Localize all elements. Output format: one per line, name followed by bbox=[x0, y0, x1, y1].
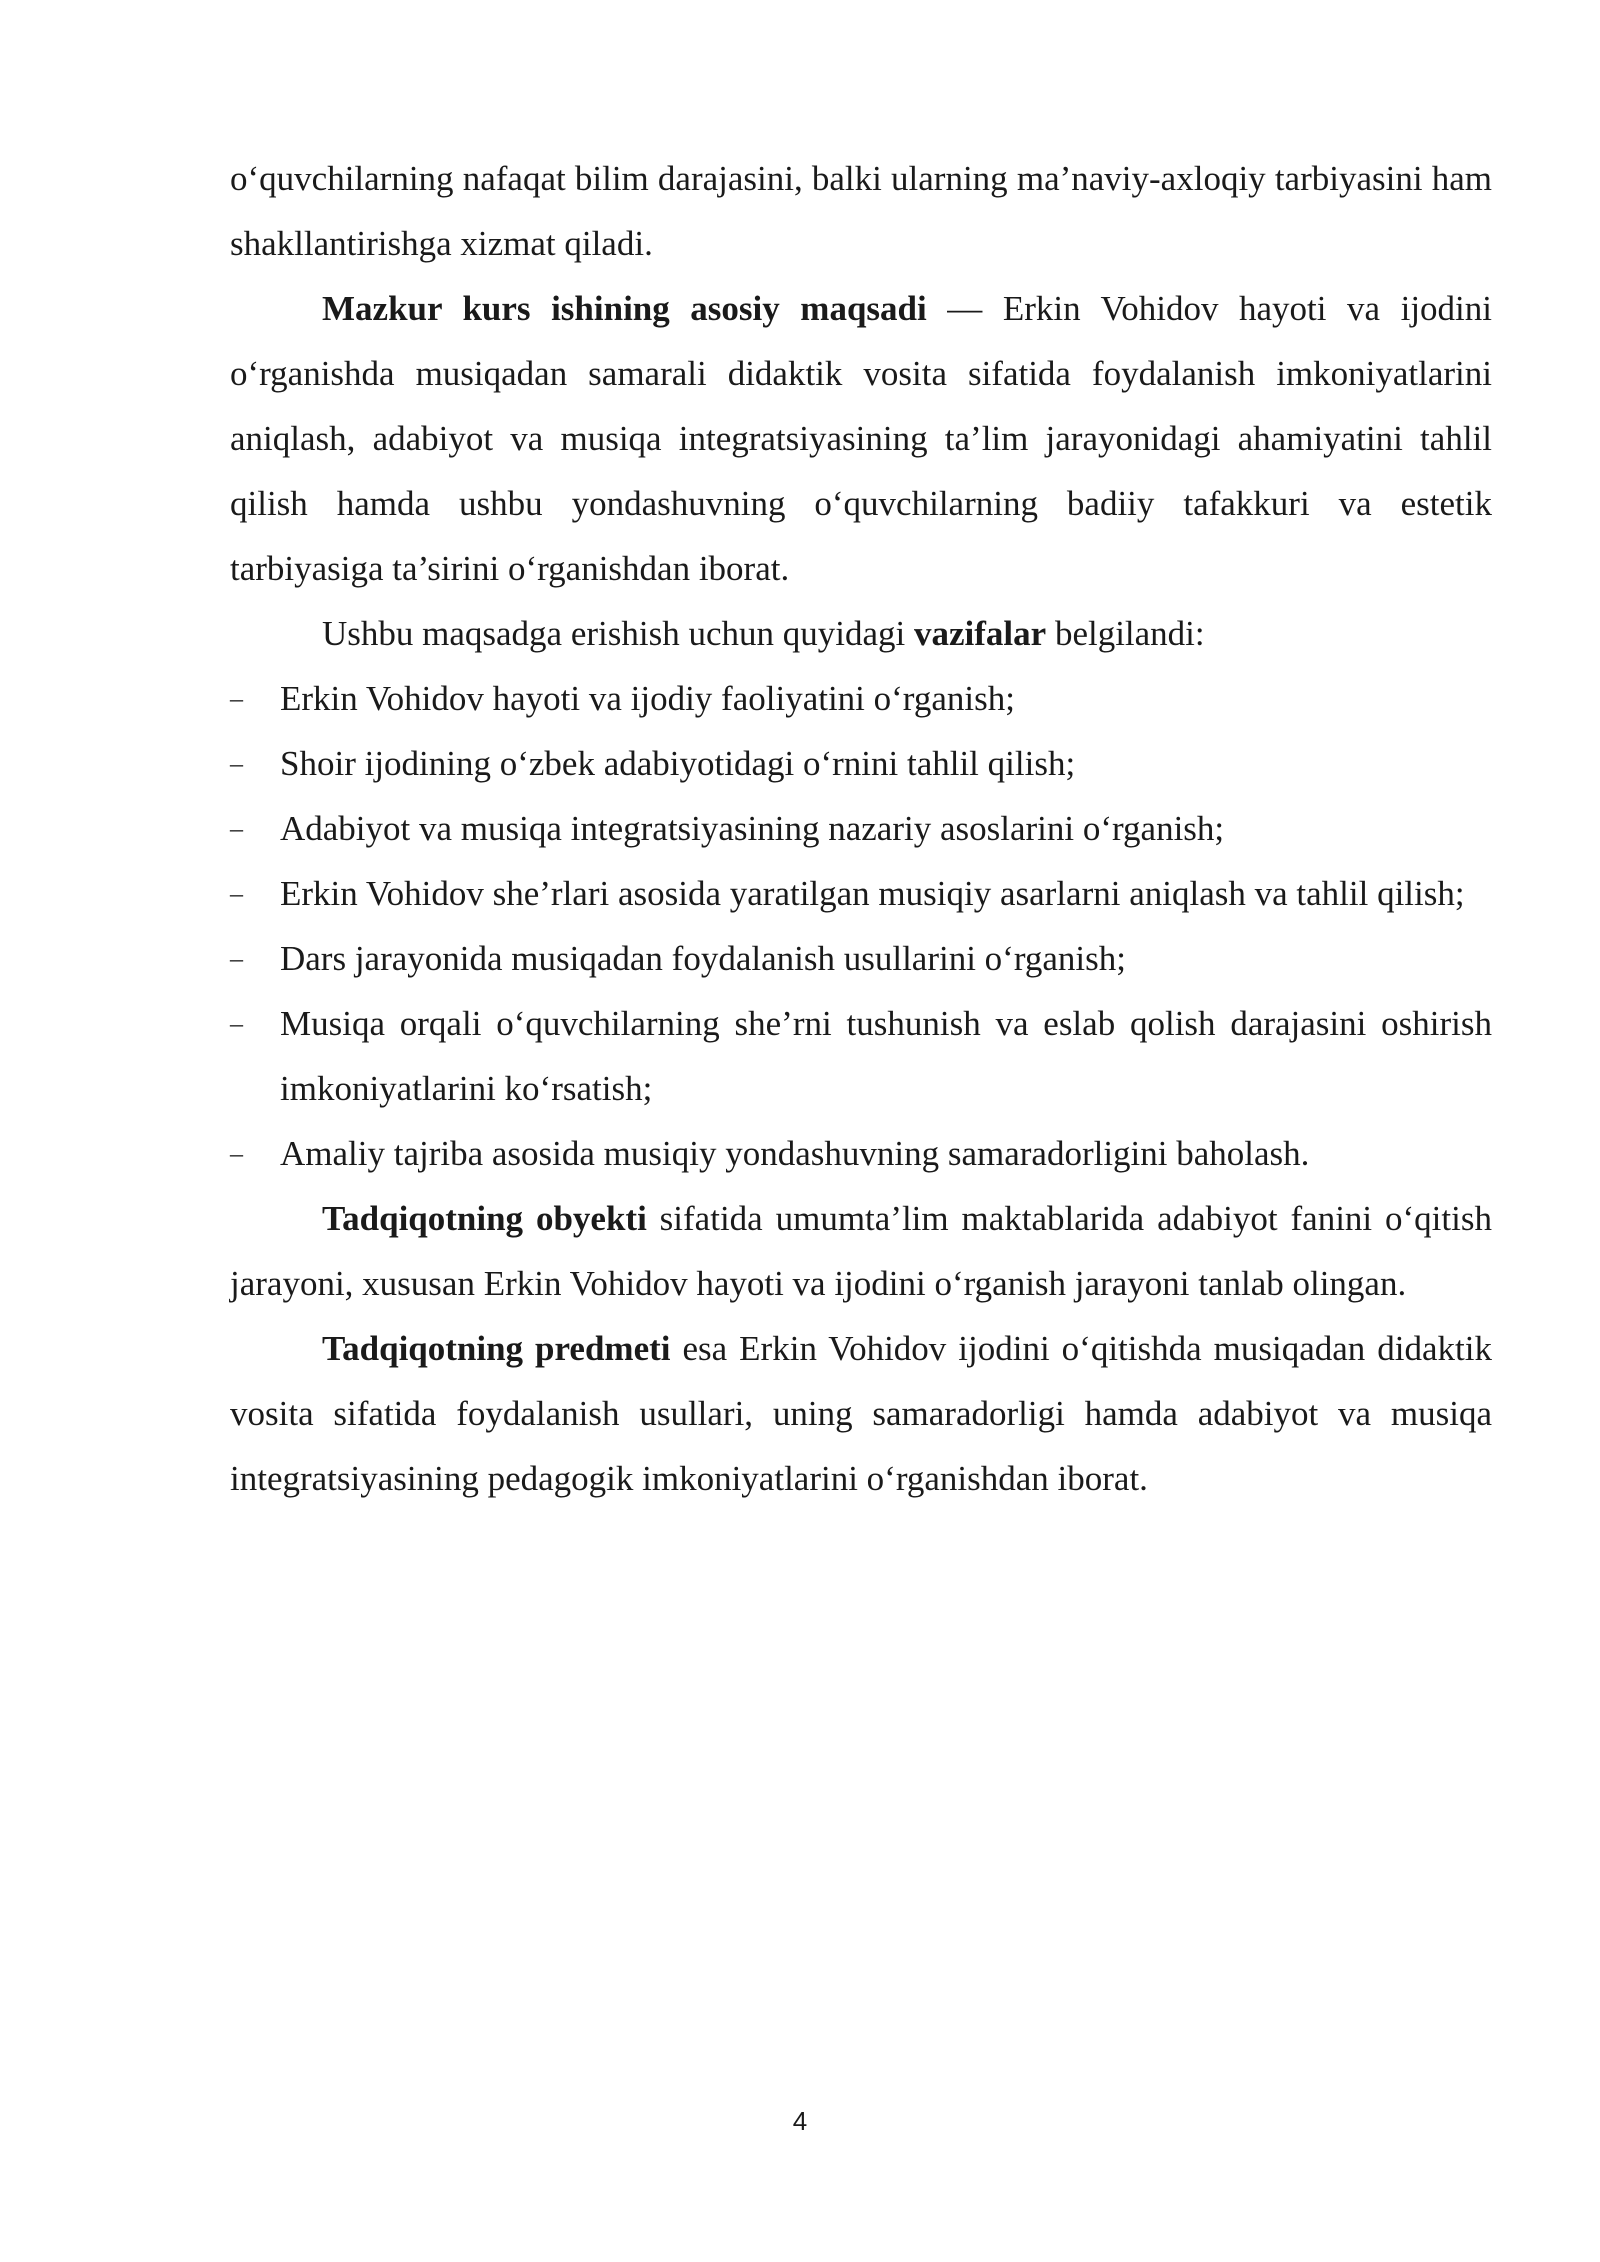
list-item-text: Shoir ijodining o‘zbek adabiyotidagi o‘rnini tahlil qilish; bbox=[280, 744, 1076, 783]
list-item-text: Amaliy tajriba asosida musiqiy yondashuvning samaradorligini baholash. bbox=[280, 1134, 1310, 1173]
goal-paragraph bbox=[230, 276, 1492, 601]
subject-heading: Tadqiqotning predmeti bbox=[322, 1329, 671, 1368]
tasks-intro-after: belgilandi: bbox=[1046, 614, 1205, 653]
dash-bullet-icon: – bbox=[230, 944, 243, 973]
list-item bbox=[230, 926, 1492, 991]
tasks-list bbox=[230, 666, 1492, 1186]
list-item bbox=[230, 666, 1492, 731]
list-item bbox=[230, 731, 1492, 796]
list-item bbox=[230, 991, 1492, 1121]
goal-heading: Mazkur kurs ishining asosiy maqsadi bbox=[322, 289, 927, 328]
subject-paragraph bbox=[230, 1316, 1492, 1511]
page-number: 4 bbox=[792, 2106, 808, 2136]
tasks-intro-before: Ushbu maqsadga erishish uchun quyidagi bbox=[322, 614, 914, 653]
subject-text: esa Erkin Vohidov ijodini o‘qitishda musiqadan didaktik vosita sifatida foydalanish usullari, uning samaradorligi hamda adabiyot va musiqa integratsiyasining pedagogik imkoniyatlarini o‘rganishdan iborat. bbox=[230, 1329, 1493, 1498]
tasks-intro-keyword: vazifalar bbox=[914, 614, 1047, 653]
document-page bbox=[230, 146, 1492, 1511]
list-item-text: Adabiyot va musiqa integratsiyasining nazariy asoslarini o‘rganish; bbox=[280, 809, 1225, 848]
object-heading: Tadqiqotning obyekti bbox=[322, 1199, 647, 1238]
list-item bbox=[230, 796, 1492, 861]
dash-bullet-icon: – bbox=[230, 879, 243, 908]
dash-bullet-icon: – bbox=[230, 814, 243, 843]
intro-paragraph: o‘quvchilarning nafaqat bilim darajasini, balki ularning ma’naviy-axloqiy tarbiyasini ham shakllantirishga xizmat qiladi. bbox=[230, 159, 1492, 263]
list-item-text: Erkin Vohidov she’rlari asosida yaratilgan musiqiy asarlarni aniqlash va tahlil qilish; bbox=[280, 874, 1465, 913]
list-item bbox=[230, 861, 1492, 926]
list-item-text: Dars jarayonida musiqadan foydalanish usullarini o‘rganish; bbox=[280, 939, 1126, 978]
list-item-text: Erkin Vohidov hayoti va ijodiy faoliyatini o‘rganish; bbox=[280, 679, 1015, 718]
object-paragraph bbox=[230, 1186, 1492, 1316]
dash-bullet-icon: – bbox=[230, 749, 243, 778]
tasks-intro-paragraph bbox=[230, 601, 1492, 666]
dash-bullet-icon: – bbox=[230, 1009, 243, 1038]
list-item-text: Musiqa orqali o‘quvchilarning she’rni tushunish va eslab qolish darajasini oshirish imkoniyatlarini ko‘rsatish; bbox=[280, 1004, 1492, 1108]
dash-bullet-icon: – bbox=[230, 684, 243, 713]
list-item bbox=[230, 1121, 1492, 1186]
dash-bullet-icon: – bbox=[230, 1139, 243, 1168]
object-text: sifatida umumta’lim maktablarida adabiyot fanini o‘qitish jarayoni, xususan Erkin Vohidov hayoti va ijodini o‘rganish jarayoni tanlab olingan. bbox=[230, 1199, 1492, 1303]
goal-text: — Erkin Vohidov hayoti va ijodini o‘rganishda musiqadan samarali didaktik vosita sifatida foydalanish imkoniyatlarini aniqlash, adabiyot va musiqa integratsiyasining ta’lim jarayonidagi ahamiyatini tahlil qilish hamda ushbu yondashuvning o‘quvchilarning badiiy tafakkuri va estetik tarbiyasiga ta’sirini o‘rganishdan iborat. bbox=[230, 289, 1492, 588]
